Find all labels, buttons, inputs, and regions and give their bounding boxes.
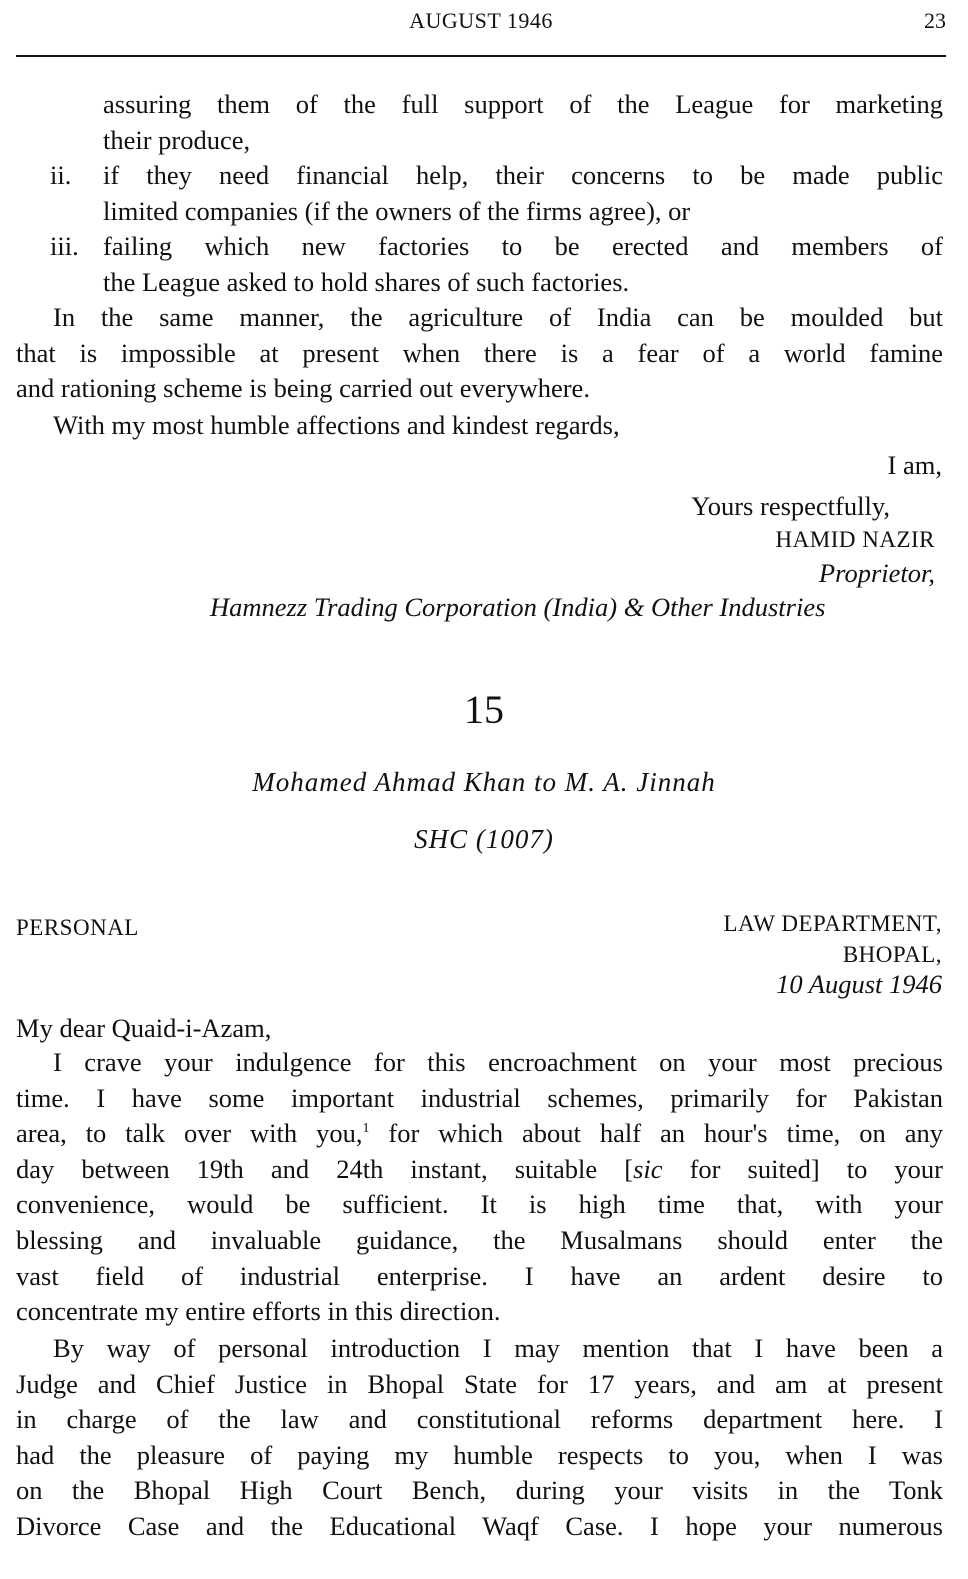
text-line: In the same manner, the agriculture of India can be moulded but [53,302,943,332]
text-line: limited companies (if the owners of the firms agree), or [103,195,691,226]
paragraph [16,300,943,407]
text-line: Divorce Case and the Educational Waqf Case. I hope your numerous [16,1510,943,1541]
signoff-yours: Yours respectfully, [691,491,890,521]
address-line-2: BHOPAL, [842,942,942,967]
text-line: I crave your indulgence for this encroachment on your most precious [53,1047,943,1077]
document-source: SHC (1007) [414,824,554,854]
list-continuation [103,87,943,158]
text-line: their produce, [103,124,251,155]
text-line: in charge of the law and constitutional reforms department here. I [16,1404,943,1435]
text-line: failing which new factories to be erected and members of [103,231,943,261]
list-item-ii [50,158,943,229]
text-line: the League asked to hold shares of such factories. [103,266,630,297]
running-head [16,8,946,38]
signoff-i-am: I am, [887,450,942,480]
text-line: Judge and Chief Justice in Bhopal State for 17 years, and am at present [16,1368,943,1399]
text-fragment: for which about half an hour's time, on any [388,1118,943,1149]
text-fragment: day between 19th and 24th instant, suitable [ [16,1153,634,1184]
text-line: and rationing scheme is being carried out everywhere. [16,373,590,404]
text-line [16,1116,943,1152]
list-item-iii [50,229,943,300]
text-line: convenience, would be sufficient. It is high time that, with your [16,1189,943,1220]
letter-date: 10 August 1946 [776,969,942,999]
running-head-title: AUGUST 1946 [409,8,553,33]
signatory-role: Proprietor, [818,558,935,588]
header-rule [16,55,946,57]
text-line: By way of personal introduction I may mention that I have been a [53,1333,943,1363]
text-line: vast field of industrial enterprise. I have an ardent desire to [16,1260,943,1291]
text-line: assuring them of the full support of the League for marketing [103,89,943,119]
text-fragment: area, to talk over with you, [16,1118,363,1149]
salutation: My dear Quaid-i-Azam, [16,1013,272,1043]
text-line: time. I have some important industrial schemes, primarily for Pakistan [16,1082,943,1113]
page-number: 23 [924,8,946,33]
sic-note: sic [633,1153,663,1184]
text-line: on the Bhopal High Court Bench, during your visits in the Tonk [16,1475,943,1506]
list-item-marker: iii. [50,231,79,261]
paragraph [16,1331,943,1545]
text-line: had the pleasure of paying my humble respects to you, when I was [16,1439,943,1470]
text-line [16,1152,943,1188]
text-line: that is impossible at present when there is a fear of a world famine [16,337,943,368]
closing-line: With my most humble affections and kindest regards, [53,410,620,440]
document-heading: Mohamed Ahmad Khan to M. A. Jinnah [252,767,716,797]
list-item-marker: ii. [50,160,72,190]
signatory-name: HAMID NAZIR [775,527,935,552]
text-line: concentrate my entire efforts in this direction. [16,1296,501,1327]
text-line: blessing and invaluable guidance, the Musalmans should enter the [16,1224,943,1255]
document-number: 15 [464,687,504,732]
text-fragment: for suited] to your [662,1153,943,1184]
signatory-organization: Hamnezz Trading Corporation (India) & Other Industries [210,592,826,622]
footnote-reference: 1 [362,1121,370,1137]
text-line: if they need financial help, their concerns to be made public [103,160,943,190]
personal-label: PERSONAL [16,915,139,940]
address-line-1: LAW DEPARTMENT, [723,911,942,936]
paragraph [16,1045,943,1330]
